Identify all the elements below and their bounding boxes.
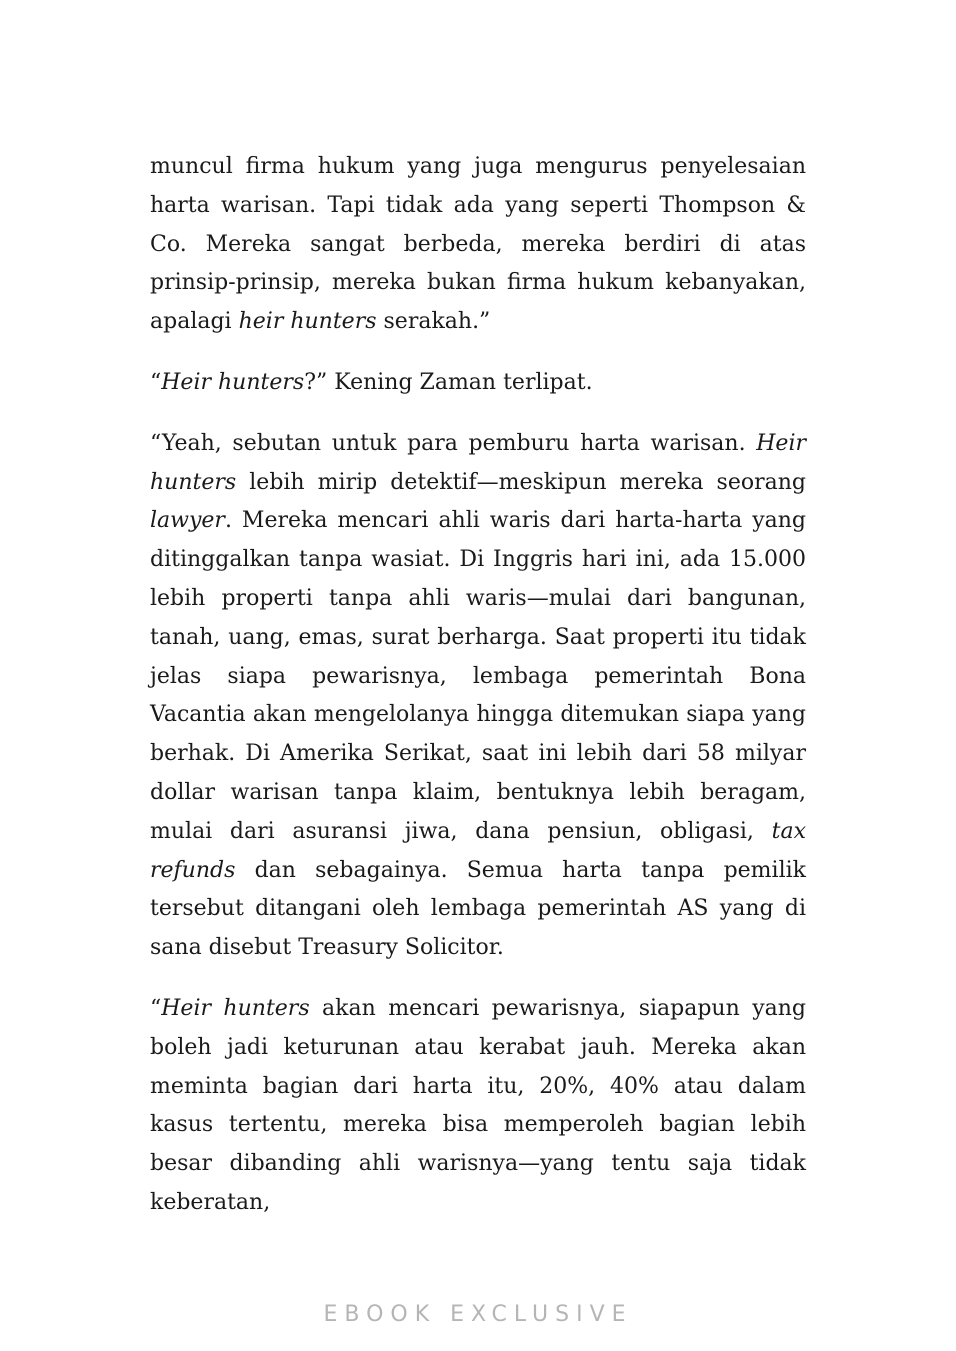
text-run: lebih mirip detektif—meskipun mereka seorang [236, 469, 806, 495]
italic-text: lawyer [150, 508, 225, 534]
text-run: serakah.” [376, 309, 491, 335]
text-run: muncul firma hukum yang juga mengurus penyelesaian harta warisan. Tapi tidak ada yang seperti Thompson & Co. Mereka sangat berbeda, mereka berdiri di atas prinsip-prinsip, mereka bukan firma hukum kebanyakan, apalagi [150, 154, 806, 335]
paragraph-1 [150, 148, 806, 342]
text-run: akan mencari pewarisnya, siapapun yang boleh jadi keturunan atau kerabat jauh. Mereka akan meminta bagian dari harta itu, 20%, 40% atau dalam kasus tertentu, mereka bisa memperoleh bagian lebih besar dibanding ahli warisnya—yang tentu saja tidak keberatan, [150, 995, 806, 1215]
italic-text: Heir hunters [150, 430, 806, 495]
italic-text: Heir hunters [161, 995, 310, 1021]
paragraph-3 [150, 425, 806, 968]
text-run: ?” Kening Zaman terlipat. [304, 369, 593, 395]
text-run: . Mereka mencari ahli waris dari harta-harta yang ditinggalkan tanpa wasiat. Di Inggris hari ini, ada 15.000 lebih properti tanpa ahli waris—mulai dari bangunan, tanah, uang, emas, surat berharga. Saat properti itu tidak jelas siapa pewarisnya, lembaga pemerintah Bona Vacantia akan mengelolanya hingga ditemukan siapa yang berhak. Di Amerika Serikat, saat ini lebih dari 58 milyar dollar warisan tanpa klaim, bentuknya lebih beragam, mulai dari asuransi jiwa, dana pensiun, obligasi, [150, 508, 806, 844]
footer-ebook-exclusive: EBOOK EXCLUSIVE [323, 1302, 633, 1327]
italic-text: tax refunds [150, 818, 806, 883]
italic-text: Heir hunters [161, 369, 305, 395]
text-run: “ [150, 995, 162, 1021]
page-body [150, 148, 806, 1223]
italic-text: heir hunters [238, 309, 377, 335]
text-run: “ [150, 369, 162, 395]
paragraph-4 [150, 990, 806, 1223]
text-run: dan sebagainya. Semua harta tanpa pemilik tersebut ditangani oleh lembaga pemerintah AS yang di sana disebut Treasury Solicitor. [150, 857, 806, 961]
paragraph-2 [150, 364, 806, 403]
text-run: “Yeah, sebutan untuk para pemburu harta warisan. [150, 430, 757, 456]
